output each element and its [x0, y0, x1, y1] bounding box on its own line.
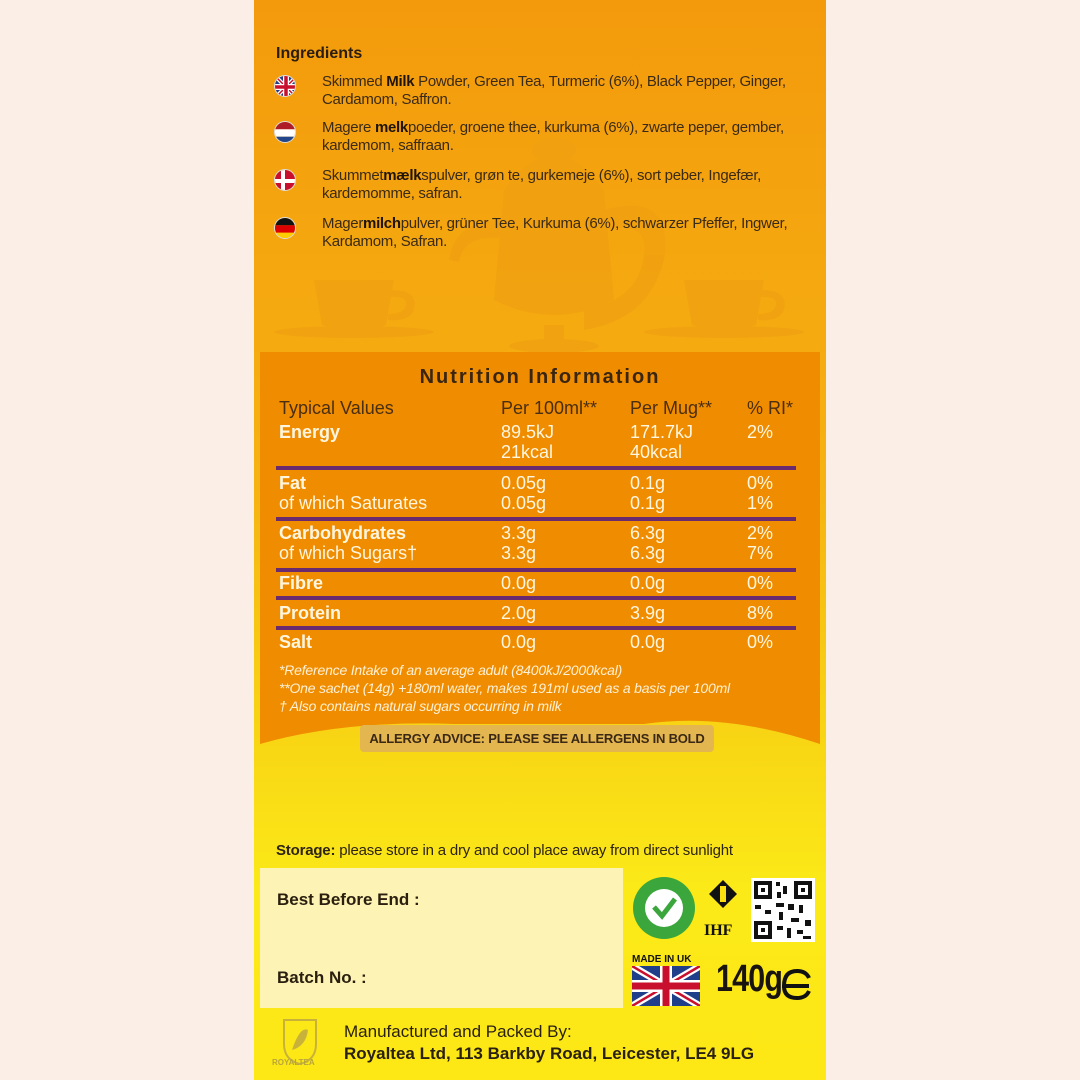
- ingredients-text: Magermilchpulver, grüner Tee, Kurkuma (6%), schwarzer Pfeffer, Ingwer, Kardamom, Safran.: [322, 215, 788, 250]
- germany-flag-icon: [274, 217, 296, 239]
- vegetarian-badge-icon: [632, 876, 696, 940]
- royaltea-logo-text: ROYALTEA: [272, 1058, 315, 1067]
- ihf-logo-icon: [704, 878, 742, 920]
- table-row-protein: Protein 2.0g 3.9g 8%: [279, 603, 774, 623]
- made-in-uk-label: MADE IN UK: [632, 954, 692, 965]
- ingredients-text: Magere melkpoeder, groene thee, kurkuma (6%), zwarte peper, gember, kardemom, saffraan.: [322, 119, 784, 154]
- ingredients-text: Skummetmælkspulver, grøn te, gurkemeje (6%), sort peber, Ingefær, kardemomme, safran.: [322, 167, 762, 202]
- table-divider: [276, 626, 796, 630]
- footnote-sachet: **One sachet (14g) +180ml water, makes 191ml used as a basis per 100ml: [279, 680, 730, 696]
- estimated-sign-icon: [779, 966, 813, 1002]
- table-row-energy-kcal: 21kcal 40kcal: [501, 442, 683, 462]
- nutrition-title: Nutrition Information: [419, 366, 661, 388]
- storage-instructions: Storage: please store in a dry and cool place away from direct sunlight: [276, 842, 733, 859]
- table-row-saturates: of which Saturates 0.05g 0.1g 1%: [279, 493, 774, 513]
- ingredients-text: Skimmed Milk Powder, Green Tea, Turmeric (6%), Black Pepper, Ginger, Cardamom, Saffron.: [322, 73, 786, 108]
- header-per-100ml: Per 100ml**: [501, 398, 598, 418]
- table-row-carbohydrates: Carbohydrates 3.3g 6.3g 2%: [279, 523, 774, 543]
- table-row-sugars: of which Sugars† 3.3g 6.3g 7%: [279, 543, 774, 563]
- ihf-label: IHF: [704, 922, 733, 939]
- table-row-salt: Salt 0.0g 0.0g 0%: [279, 632, 774, 652]
- ingredients-german: [274, 215, 814, 251]
- net-weight: 140g: [716, 958, 783, 1000]
- table-row-fat: Fat 0.05g 0.1g 0%: [279, 473, 774, 493]
- header-typical-values: Typical Values: [279, 398, 394, 418]
- ingredients-english: [274, 73, 814, 109]
- table-header: [279, 398, 804, 420]
- denmark-flag-icon: [274, 169, 296, 191]
- best-before-label: Best Before End :: [277, 890, 420, 909]
- netherlands-flag-icon: [274, 121, 296, 143]
- footnote-sugars: † Also contains natural sugars occurring in milk: [279, 698, 562, 714]
- uk-flag-icon: [274, 75, 296, 97]
- ingredients-title: Ingredients: [276, 45, 363, 62]
- header-ri: % RI*: [747, 398, 794, 418]
- qr-code-icon: [751, 878, 815, 942]
- manufacturer-heading: Manufactured and Packed By:: [344, 1022, 572, 1041]
- table-row-fibre: Fibre 0.0g 0.0g 0%: [279, 573, 774, 593]
- table-row-energy: Energy 89.5kJ 171.7kJ 2%: [279, 422, 774, 442]
- table-divider: [276, 466, 796, 470]
- allergy-advice-banner: ALLERGY ADVICE: PLEASE SEE ALLERGENS IN BOLD: [360, 725, 714, 752]
- ingredients-dutch: [274, 119, 814, 155]
- table-divider: [276, 517, 796, 521]
- footnote-ri: *Reference Intake of an average adult (8400kJ/2000kcal): [279, 662, 623, 678]
- ingredients-danish: [274, 167, 814, 203]
- table-divider: [276, 596, 796, 600]
- header-per-mug: Per Mug**: [630, 398, 713, 418]
- product-label: [254, 0, 826, 1080]
- manufacturer-address: Royaltea Ltd, 113 Barkby Road, Leicester, LE4 9LG: [344, 1044, 755, 1063]
- uk-flag-icon: [632, 966, 700, 1006]
- best-before-box: [260, 868, 623, 1008]
- table-divider: [276, 568, 796, 572]
- batch-number-label: Batch No. :: [277, 968, 367, 987]
